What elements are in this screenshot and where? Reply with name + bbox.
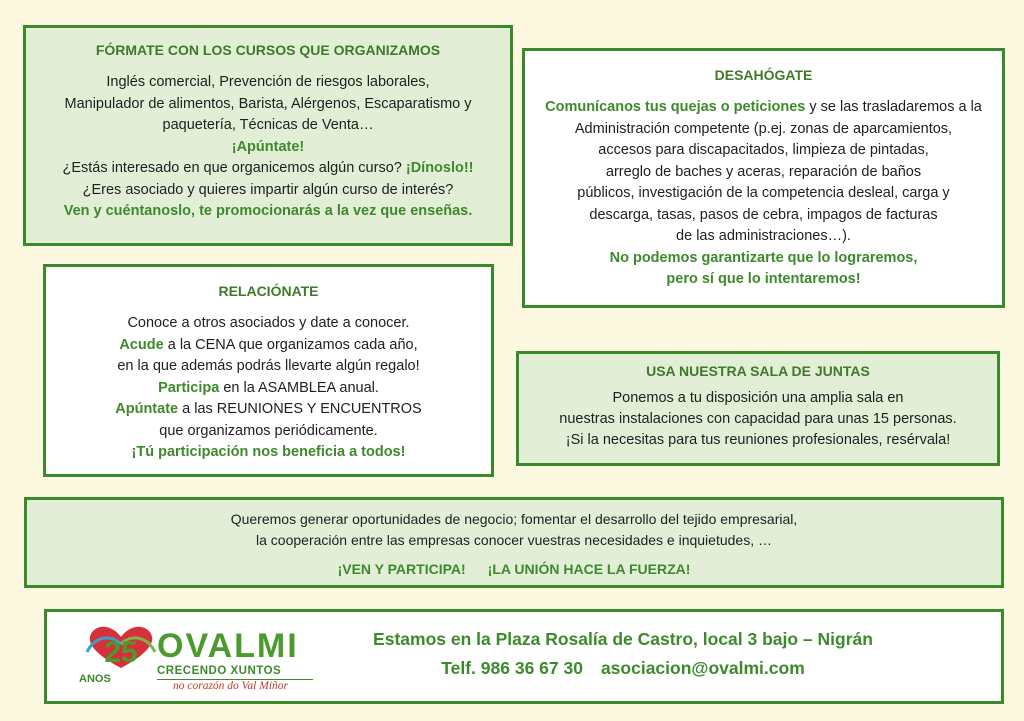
networking-title: RELACIÓNATE: [218, 283, 319, 299]
courses-dinoslo: ¡Dínoslo!!: [405, 160, 474, 176]
networking-line: Conoce a otros asociados y date a conocer.: [127, 315, 410, 331]
phone-text: Telf. 986 36 67 30: [441, 658, 583, 678]
complaints-title: DESAHÓGATE: [714, 67, 813, 83]
networking-box: [43, 264, 494, 477]
heart-25-logo-icon: [81, 622, 161, 674]
complaints-highlight: Comunícanos tus quejas o peticiones: [545, 99, 806, 115]
contact-footer: [44, 609, 1004, 704]
meeting-room-title: USA NUESTRA SALA DE JUNTAS: [646, 363, 870, 379]
networking-line: [46, 399, 491, 421]
complaints-text: y se las trasladaremos a la: [805, 99, 982, 115]
logo-anos: ANOS: [79, 673, 111, 685]
networking-highlight: Participa: [158, 379, 220, 396]
phone-email-line: [343, 654, 903, 683]
complaints-line: de las administraciones…).: [676, 228, 851, 244]
email-link[interactable]: asociacion@ovalmi.com: [600, 658, 805, 678]
courses-box: [23, 25, 513, 246]
contact-info: [343, 625, 903, 683]
networking-line: en la que además podrás llevarte algún regalo!: [117, 358, 420, 374]
courses-line: paquetería, Técnicas de Venta…: [162, 117, 374, 133]
complaints-line: públicos, investigación de la competencia desleal, carga y: [577, 185, 950, 201]
networking-text: en la ASAMBLEA anual.: [219, 379, 379, 396]
courses-line: ¿Eres asociado y quieres impartir algún curso de interés?: [82, 181, 454, 198]
networking-line: que organizamos periódicamente.: [159, 422, 378, 439]
complaints-promise: pero sí que lo intentaremos!: [666, 271, 861, 287]
networking-cta: ¡Tú participación nos beneficia a todos!: [131, 444, 406, 460]
complaints-line: arreglo de baches y aceras, reparación de baños: [605, 163, 922, 180]
mission-box: [24, 497, 1004, 588]
complaints-line: Administración competente (p.ej. zonas de aparcamientos,: [574, 120, 953, 137]
complaints-line: descarga, tasas, pasos de cebra, impagos de facturas: [589, 206, 938, 223]
networking-text: a la CENA que organizamos cada año,: [163, 336, 418, 353]
cta-participa: ¡VEN Y PARTICIPA!: [337, 561, 466, 577]
complaints-line: accesos para discapacitados, limpieza de pintadas,: [598, 142, 929, 158]
mission-line: la cooperación entre las empresas conocer vuestras necesidades e inquietudes, …: [256, 532, 772, 548]
complaints-promise: No podemos garantizarte que lo lograremos,: [609, 249, 918, 266]
logo-tagline: CRECENDO XUNTOS: [157, 665, 282, 677]
networking-highlight: Acude: [119, 336, 164, 353]
courses-line: Inglés comercial, Prevención de riesgos laborales,: [106, 74, 430, 90]
networking-line: [46, 378, 491, 400]
meeting-room-box: [516, 351, 1000, 466]
courses-line: [26, 158, 510, 180]
networking-text: a las REUNIONES Y ENCUENTROS: [178, 401, 422, 417]
address-text: Estamos en la Plaza Rosalía de Castro, local 3 bajo – Nigrán: [373, 629, 873, 649]
networking-line: [46, 335, 491, 357]
courses-cta: Ven y cuéntanoslo, te promocionarás a la vez que enseñas.: [63, 203, 473, 219]
ovalmi-logo: [77, 622, 317, 696]
logo-number: 25: [104, 636, 138, 669]
mission-cta: [27, 559, 1001, 580]
mission-line: Queremos generar oportunidades de negocio; fomentar el desarrollo del tejido empresarial,: [230, 511, 798, 527]
courses-title: FÓRMATE CON LOS CURSOS QUE ORGANIZAMOS: [95, 42, 441, 58]
complaints-line: [525, 97, 1002, 119]
courses-question: ¿Estás interesado en que organicemos algún curso?: [62, 160, 406, 176]
networking-highlight: Apúntate: [115, 401, 179, 417]
courses-apuntate: ¡Apúntate!: [231, 138, 305, 155]
cta-union: ¡LA UNIÓN HACE LA FUERZA!: [487, 561, 691, 577]
meeting-room-line: ¡Si la necesitas para tus reuniones profesionales, resérvala!: [565, 432, 951, 448]
logo-subtagline: no corazón do Val Miñor: [173, 680, 288, 692]
meeting-room-line: nuestras instalaciones con capacidad para unas 15 personas.: [559, 411, 957, 427]
courses-line: Manipulador de alimentos, Barista, Alérgenos, Escaparatismo y: [64, 95, 472, 112]
logo-name: OVALMI: [157, 627, 299, 665]
meeting-room-line: Ponemos a tu disposición una amplia sala en: [612, 390, 904, 406]
complaints-box: [522, 48, 1005, 308]
